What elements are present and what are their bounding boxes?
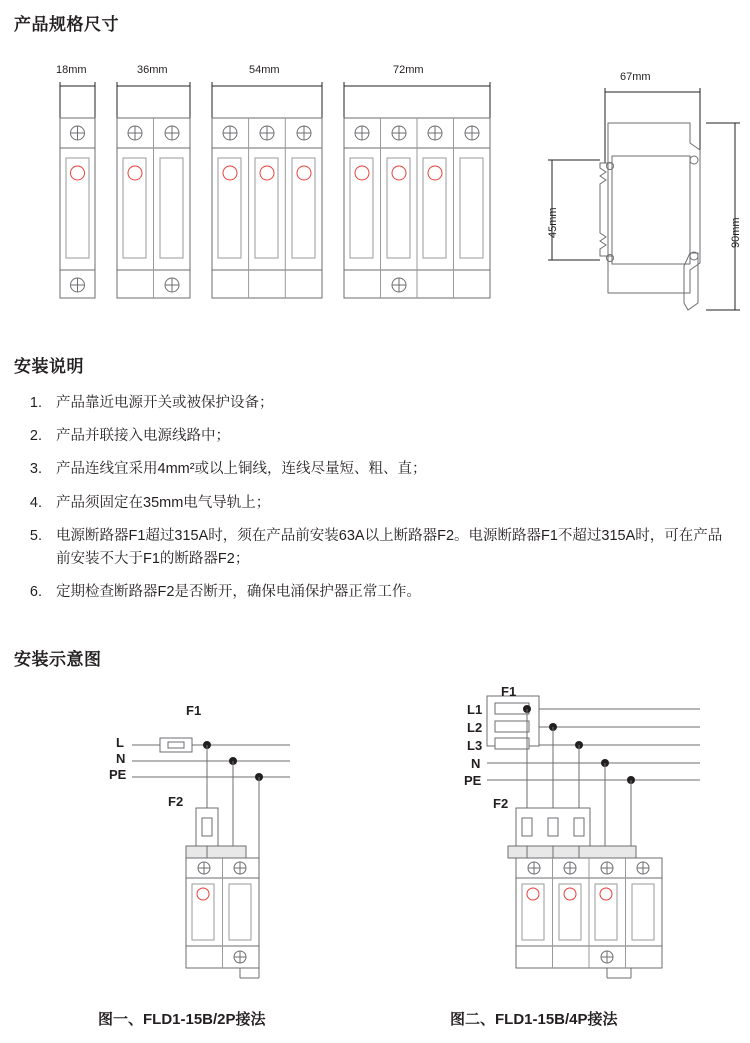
fig1-line-label-n: N xyxy=(116,751,126,766)
dim-label-45mm: 45mm xyxy=(547,207,559,238)
dim-label-72mm: 72mm xyxy=(393,64,424,76)
list-item xyxy=(14,392,734,415)
fig1-f2-label: F2 xyxy=(168,794,184,809)
fig1-f1-label: F1 xyxy=(186,703,202,718)
list-item-text: 产品连线宜采用4mm²或以上铜线，连线尽量短、粗、直； xyxy=(56,461,427,478)
list-item-number: 5. xyxy=(29,527,42,544)
list-item-number: 2. xyxy=(29,428,42,445)
dim-label-90mm: 90mm xyxy=(730,217,742,248)
fig2-f2-label: F2 xyxy=(493,796,509,811)
list-item-number: 1. xyxy=(29,395,42,411)
dim-label-18mm: 18mm xyxy=(56,64,87,76)
page-title-install: 安装说明 xyxy=(14,357,84,376)
list-item xyxy=(14,458,734,481)
fig1-caption: 图一、FLD1-15B/2P接法 xyxy=(98,1011,266,1028)
spec-drawing-area xyxy=(0,48,750,338)
list-item xyxy=(14,425,734,448)
wiring-diagram-area xyxy=(0,678,750,1043)
list-item xyxy=(14,525,734,571)
list-item-text: 定期检查断路器F2是否断开，确保电涌保护器正常工作。 xyxy=(56,584,421,601)
list-item-number: 6. xyxy=(29,584,42,601)
fig2-f1-label: F1 xyxy=(501,684,517,699)
list-item-number: 4. xyxy=(29,494,42,511)
page-title-specs: 产品规格尺寸 xyxy=(14,15,119,34)
list-item xyxy=(14,492,734,515)
fig2-line-label-n: N xyxy=(471,756,481,771)
dim-label-54mm: 54mm xyxy=(249,64,280,76)
list-item-text: 产品并联接入电源线路中； xyxy=(56,428,230,445)
list-item-number: 3. xyxy=(29,461,42,478)
list-item-text: 产品须固定在35mm电气导轨上； xyxy=(56,494,271,511)
fig2-line-label-pe: PE xyxy=(464,773,482,788)
list-item xyxy=(14,581,734,604)
fig2-line-label-l3: L3 xyxy=(467,738,483,753)
fig1-line-label-l: L xyxy=(116,735,124,750)
fig2-caption: 图二、FLD1-15B/4P接法 xyxy=(450,1011,618,1028)
install-steps-list xyxy=(14,392,734,614)
list-item-text: 电源断路器F1超过315A时，须在产品前安装63A以上断路器F2。电源断路器F1不超过315A时，可在产品前安装不大于F1的断路器F2； xyxy=(56,527,723,567)
fig1-line-label-pe: PE xyxy=(109,767,127,782)
fig2-line-label-l1: L1 xyxy=(467,702,483,717)
fig2-line-label-l2: L2 xyxy=(467,720,483,735)
wiring-svg xyxy=(0,678,750,1043)
dim-label-36mm: 36mm xyxy=(137,64,168,76)
spec-svg xyxy=(0,48,750,338)
list-item-text: 产品靠近电源开关或被保护设备； xyxy=(56,395,274,411)
page-title-diagram: 安装示意图 xyxy=(14,650,102,669)
dim-label-67mm: 67mm xyxy=(620,71,651,83)
